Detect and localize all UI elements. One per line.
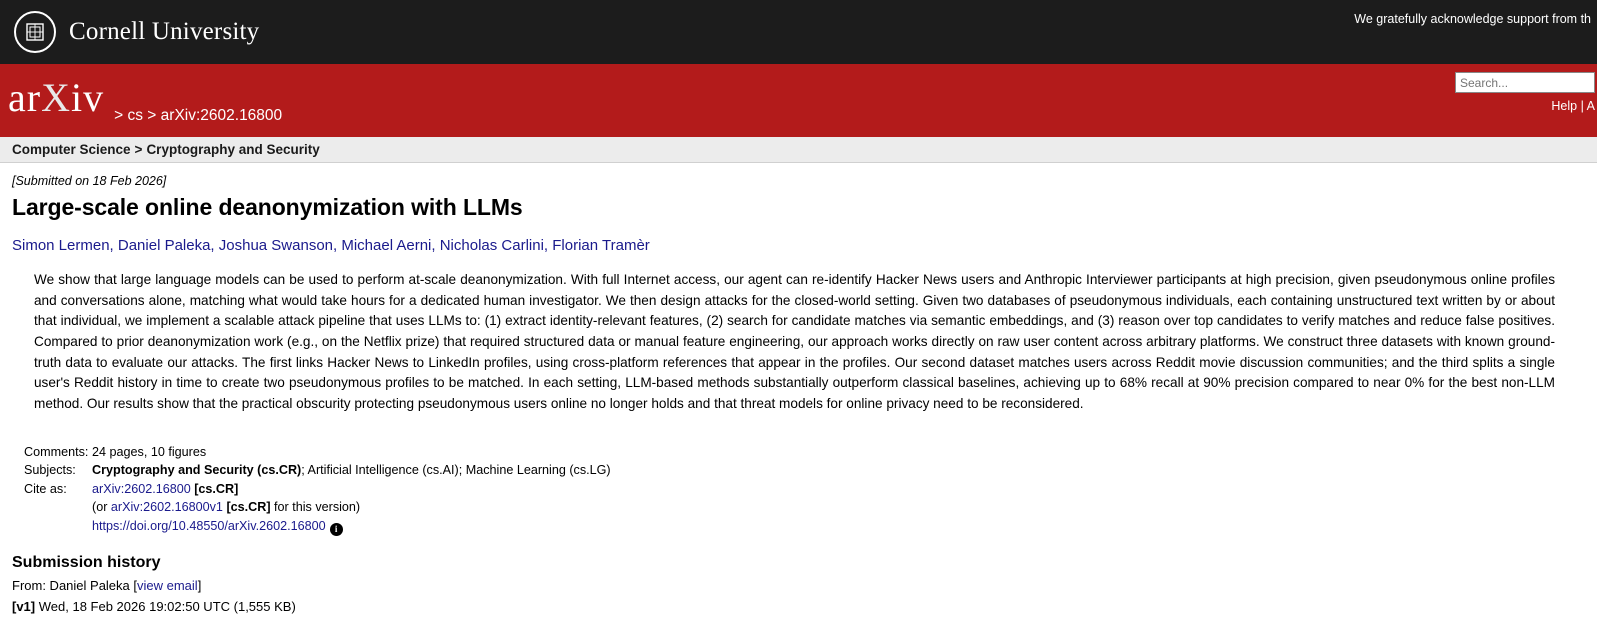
- cite-version-suffix: for this version): [274, 500, 361, 515]
- cite-version-link[interactable]: arXiv:2602.16800v1: [110, 500, 223, 515]
- advanced-search-link[interactable]: A: [1586, 99, 1595, 113]
- cornell-logo[interactable]: [0, 11, 259, 53]
- submission-dateline: [Submitted on 18 Feb 2026]: [12, 174, 167, 188]
- breadcrumb-current-id: arXiv:2602.16800: [160, 107, 283, 124]
- arxiv-logo-ar: ar: [8, 75, 42, 120]
- version-details: Wed, 18 Feb 2026 19:02:50 UTC (1,555 KB): [38, 599, 296, 615]
- subject-separator: >: [134, 142, 143, 157]
- paper-content: [0, 163, 1597, 618]
- arxiv-logo[interactable]: [8, 75, 105, 123]
- cornell-seal-icon: [14, 11, 56, 53]
- version-tag: [v1]: [12, 599, 36, 615]
- cite-arxiv-id-link[interactable]: arXiv:2602.16800: [92, 481, 191, 496]
- metadata-table: [24, 443, 1585, 537]
- submission-history-from: [12, 576, 1585, 597]
- cite-version-category: [cs.CR]: [226, 500, 271, 515]
- search-input[interactable]: [1455, 72, 1595, 93]
- subjects-primary: Cryptography and Security (cs.CR): [92, 463, 302, 478]
- breadcrumb: [114, 107, 282, 137]
- header-links: [1455, 99, 1595, 113]
- view-email-link[interactable]: view email: [137, 578, 198, 594]
- subject-link-computer-science[interactable]: Computer Science: [12, 142, 131, 157]
- abstract-text: We show that large language models can be used to perform at-scale deanonymization. With full Internet access, our agent can re-identify Hacker News users and Anthropic Interviewer participants at high precision, given pseudonymous online profiles and conversations alone, matching what would take hours for a dedicated human investigator. We then design attacks for the closed-world setting. Given two databases of pseudonymous individuals, each containing unstructured text written by or about that individual, we implement a scalable attack pipeline that uses LLMs to: (1) extract identity-relevant features, (2) search for candidate matches via semantic embeddings, and (3) reason over top candidates to verify matches and reduce false positives. Compared to prior deanonymization work (e.g., on the Netflix prize) that required structured data or manual feature engineering, our approach works directly on raw user content across arbitrary platforms. We construct three datasets with known ground-truth data to evaluate our attacks. The first links Hacker News to LinkedIn profiles, using cross-platform references that appear in the profiles. Our second dataset matches users across Reddit movie discussion communities; and the third splits a single user's Reddit history in time to create two pseudonymous profiles to be matched. In each setting, LLM-based methods substantially outperform classical baselines, achieving up to 68% recall at 90% precision compared to near 0% for the best non-LLM method. Our results show that the practical obscurity protecting pseudonymous users online no longer holds and that threat models for online privacy need to be reconsidered.: [34, 272, 1555, 411]
- subjects-value: [92, 461, 611, 480]
- arxiv-header-bar: [0, 64, 1597, 137]
- breadcrumb-separator-2: >: [147, 107, 157, 124]
- cornell-university-label: Cornell University: [69, 18, 260, 45]
- author-list: Simon Lermen, Daniel Paleka, Joshua Swanson, Michael Aerni, Nicholas Carlini, Florian Tramèr: [12, 237, 650, 254]
- cite-doi-line: [92, 517, 360, 536]
- links-separator: |: [1580, 99, 1584, 113]
- comments-value: 24 pages, 10 figures: [92, 444, 207, 459]
- search-area: [1455, 72, 1597, 113]
- breadcrumb-link-cs[interactable]: cs: [127, 107, 143, 124]
- arxiv-logo-iv: iv: [70, 75, 105, 120]
- submission-history-heading: Submission history: [12, 554, 161, 572]
- from-prefix: From: Daniel Paleka [: [12, 578, 137, 594]
- cornell-header-bar: [0, 0, 1597, 64]
- submission-history-version: [12, 597, 1585, 618]
- cite-label: Cite as:: [24, 481, 67, 496]
- cite-category: [cs.CR]: [194, 481, 239, 496]
- comments-label: Comments:: [24, 444, 89, 459]
- metadata-row-comments: [24, 443, 1585, 462]
- subjects-label: Subjects:: [24, 463, 76, 478]
- cite-version-line: [92, 498, 360, 517]
- cite-value: [92, 480, 360, 536]
- info-icon[interactable]: i: [330, 523, 343, 536]
- cite-version-prefix: (or: [92, 500, 108, 515]
- support-acknowledgement-text: We gratefully acknowledge support from th: [1354, 12, 1591, 26]
- help-link[interactable]: Help: [1551, 99, 1578, 113]
- doi-link[interactable]: https://doi.org/10.48550/arXiv.2602.16800: [92, 519, 326, 534]
- breadcrumb-separator-1: >: [114, 107, 124, 124]
- subject-breadcrumb-strip: [0, 137, 1597, 163]
- submission-history-section: [12, 554, 1585, 618]
- cite-primary-line: [92, 480, 360, 499]
- subjects-rest: ; Artificial Intelligence (cs.AI); Machine Learning (cs.LG): [301, 463, 611, 478]
- from-suffix: ]: [197, 578, 202, 594]
- arxiv-logo-x: X: [41, 75, 71, 120]
- metadata-row-cite: [24, 480, 1585, 536]
- subject-link-cryptography-and-security[interactable]: Cryptography and Security: [146, 142, 320, 157]
- page-title: Large-scale online deanonymization with LLMs: [12, 194, 523, 220]
- metadata-row-subjects: [24, 461, 1585, 480]
